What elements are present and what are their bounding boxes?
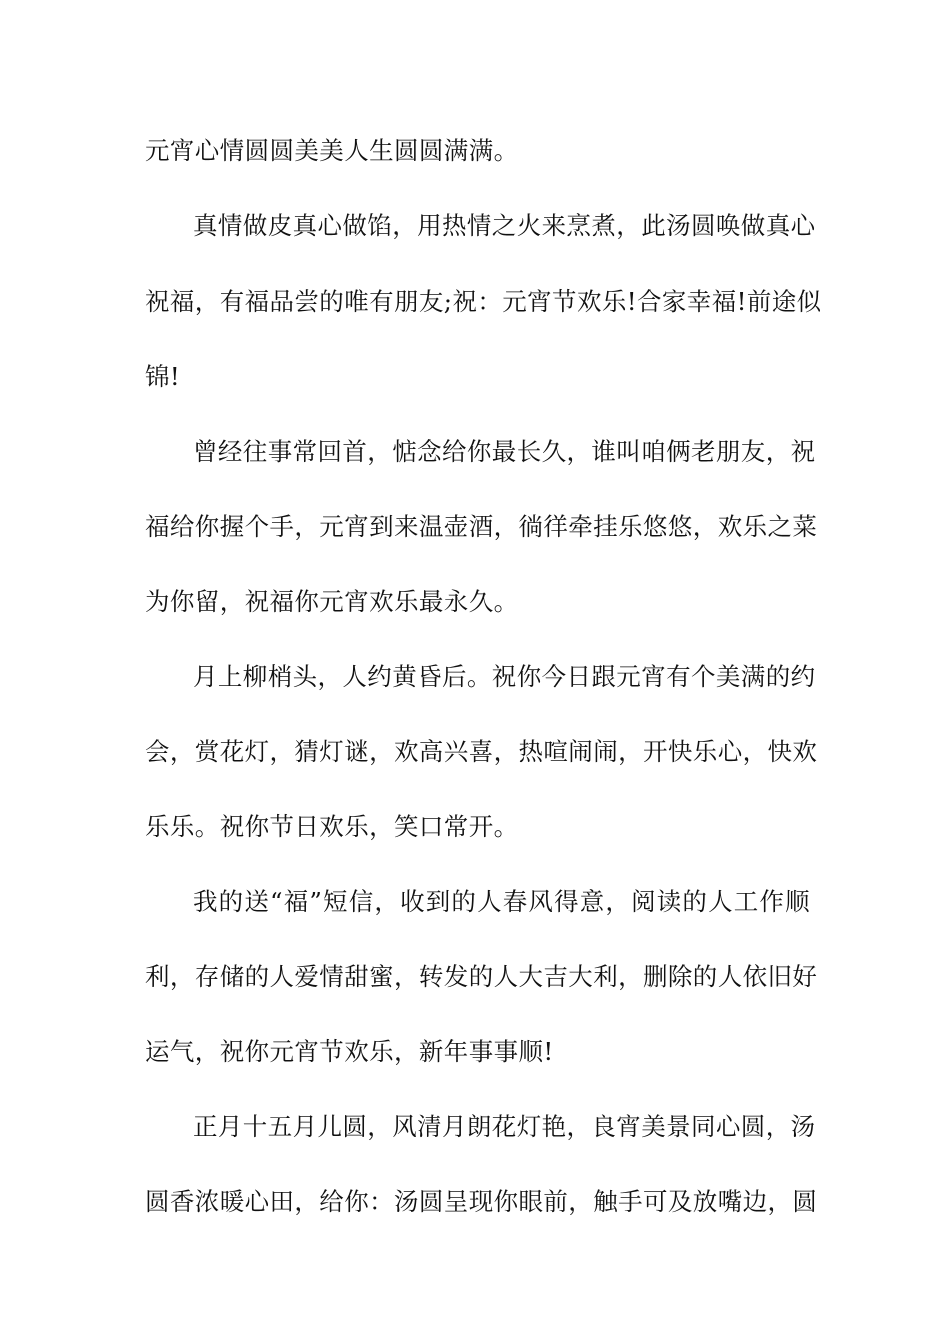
text-line: 锦! (145, 362, 181, 391)
paragraph-first-line: 月上柳梢头，人约黄昏后。祝你今日跟元宵有个美满的约 (193, 662, 816, 691)
paragraph-first-line: 我的送“福”短信，收到的人春风得意，阅读的人工作顺 (193, 887, 810, 916)
text-line: 福给你握个手，元宵到来温壶酒，徜徉牵挂乐悠悠，欢乐之菜 (145, 512, 818, 541)
text-line: 乐乐。祝你节日欢乐，笑口常开。 (145, 812, 519, 841)
paragraph-first-line: 曾经往事常回首，惦念给你最长久，谁叫咱俩老朋友，祝 (193, 437, 816, 466)
text-line: 圆香浓暖心田，给你：汤圆呈现你眼前，触手可及放嘴边，圆 (145, 1187, 818, 1216)
text-line: 祝福，有福品尝的唯有朋友;祝：元宵节欢乐!合家幸福!前途似 (145, 287, 822, 316)
text-line: 利，存储的人爱情甜蜜，转发的人大吉大利，删除的人依旧好 (145, 962, 818, 991)
text-line: 为你留，祝福你元宵欢乐最永久。 (145, 587, 519, 616)
text-line: 运气，祝你元宵节欢乐，新年事事顺! (145, 1037, 554, 1066)
paragraph-first-line: 正月十五月儿圆，风清月朗花灯艳，良宵美景同心圆，汤 (193, 1112, 816, 1141)
text-line: 会，赏花灯，猜灯谜，欢高兴喜，热喧闹闹，开快乐心，快欢 (145, 737, 818, 766)
paragraph-first-line: 真情做皮真心做馅，用热情之火来烹煮，此汤圆唤做真心 (193, 211, 816, 240)
text-line: 元宵心情圆圆美美人生圆圆满满。 (145, 136, 519, 165)
